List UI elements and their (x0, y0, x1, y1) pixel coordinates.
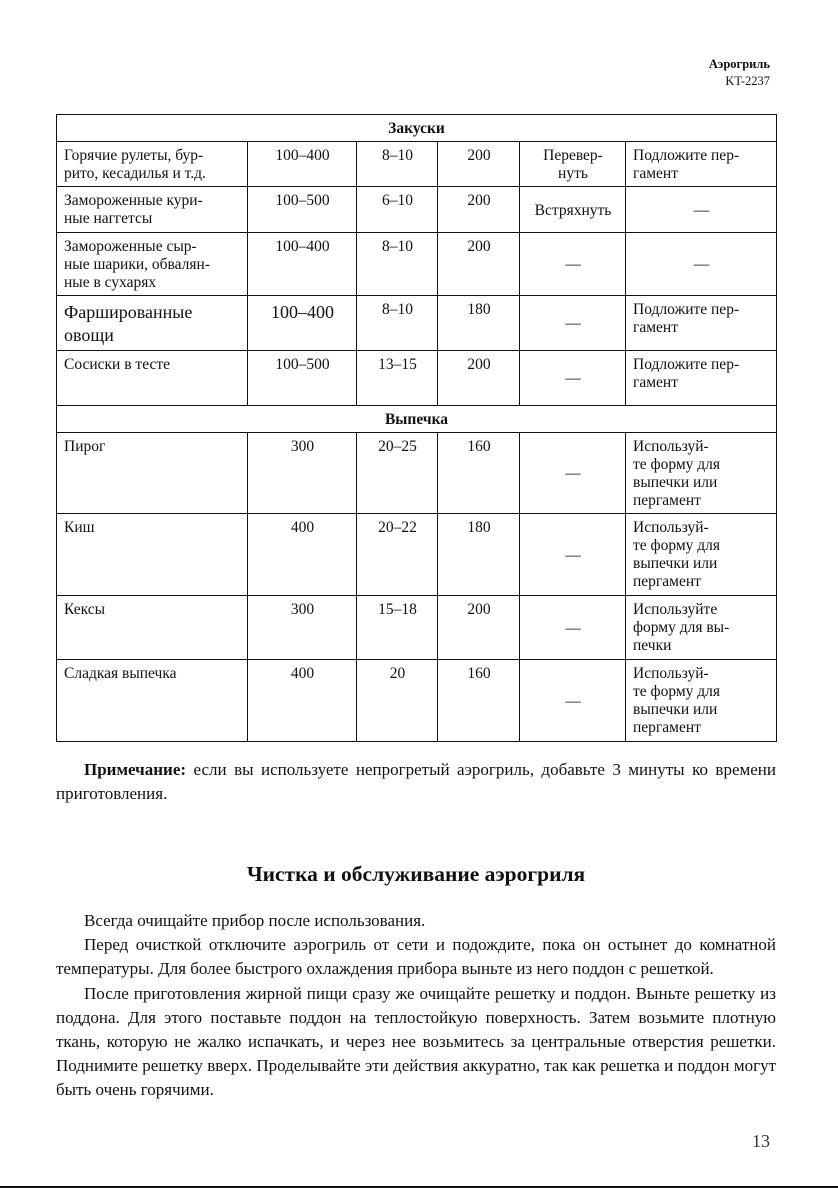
cell-action: — (520, 596, 626, 660)
paragraph: После приготовления жирной пищи сразу же очищайте решетку и поддон. Выньте решетку из поддона. Для этого поставьте поддон на теплостойкую поверхность. Затем возьмите плотную ткань, которую не жалко испачкать, и через нее возьмитесь за центральные отверстия решетки. Поднимите решетку вверх. Проделывайте эти действия аккуратно, так как решетка и поддон могут быть очень горячими. (56, 983, 776, 1100)
cell-name: Фаршированные овощи (57, 296, 248, 351)
table-row (57, 142, 777, 187)
cell-temp: 160 (438, 433, 520, 514)
cell-weight: 400 (248, 514, 357, 596)
section-header: Закуски (57, 115, 777, 142)
table-row (57, 660, 777, 742)
cell-weight: 100–400 (248, 296, 357, 351)
table-row (57, 233, 777, 296)
cell-temp: 200 (438, 596, 520, 660)
cell-note: Используй- те форму для выпечки или пергамент (626, 433, 777, 514)
section-header-row (57, 115, 777, 142)
cell-name: Сладкая выпечка (57, 660, 248, 742)
cell-temp: 200 (438, 142, 520, 187)
note-label: Примечание: (84, 760, 187, 779)
cell-weight: 100–400 (248, 142, 357, 187)
cell-action: — (520, 233, 626, 296)
cell-action: — (520, 433, 626, 514)
cell-action: — (520, 296, 626, 351)
model-number: KT-2237 (725, 74, 770, 88)
table-row (57, 514, 777, 596)
cell-weight: 300 (248, 596, 357, 660)
cell-name: Замороженные сыр- ные шарики, обвалян- ные в сухарях (57, 233, 248, 296)
brand-name: Аэрогриль (708, 57, 770, 71)
table-row (57, 296, 777, 351)
cell-action: — (520, 351, 626, 406)
cell-note: Используй- те форму для выпечки или пергамент (626, 660, 777, 742)
cell-note: Подложите пер- гамент (626, 351, 777, 406)
cell-action: — (520, 514, 626, 596)
cell-note: Подложите пер- гамент (626, 296, 777, 351)
cell-action: Перевер- нуть (520, 142, 626, 187)
cell-name: Пирог (57, 433, 248, 514)
table-row (57, 351, 777, 406)
cell-note: — (626, 233, 777, 296)
cell-temp: 180 (438, 296, 520, 351)
cell-weight: 100–500 (248, 351, 357, 406)
cell-temp: 200 (438, 187, 520, 233)
cell-note: Используй- те форму для выпечки или пергамент (626, 514, 777, 596)
section-header: Выпечка (57, 406, 777, 433)
cell-weight: 100–400 (248, 233, 357, 296)
cell-time: 8–10 (357, 296, 438, 351)
section-title: Чистка и обслуживание аэрогриля (246, 862, 586, 886)
cooking-table (56, 114, 777, 742)
cell-time: 6–10 (357, 187, 438, 233)
cell-name: Замороженные кури- ные наггетсы (57, 187, 248, 233)
cell-note: Подложите пер- гамент (626, 142, 777, 187)
cell-name: Кексы (57, 596, 248, 660)
cleaning-text (56, 909, 776, 1103)
cell-time: 13–15 (357, 351, 438, 406)
cell-name: Киш (57, 514, 248, 596)
cell-time: 8–10 (357, 233, 438, 296)
cell-temp: 160 (438, 660, 520, 742)
paragraph: Перед очисткой отключите аэрогриль от сети и подождите, пока он остынет до комнатной температуры. Для более быстрого охлаждения прибора выньте из него поддон с решеткой. (56, 935, 776, 979)
cell-temp: 200 (438, 233, 520, 296)
cell-weight: 100–500 (248, 187, 357, 233)
cell-name: Сосиски в тесте (57, 351, 248, 406)
cell-action: Встряхнуть (520, 187, 626, 233)
cell-time: 15–18 (357, 596, 438, 660)
table-row (57, 187, 777, 233)
note-text: если вы используете непрогретый аэрогриль, добавьте 3 минуты ко времени приготовления. (56, 760, 776, 803)
cell-note: — (626, 187, 777, 233)
cell-note: Используйте форму для вы- печки (626, 596, 777, 660)
cell-weight: 300 (248, 433, 357, 514)
cell-temp: 200 (438, 351, 520, 406)
cell-temp: 180 (438, 514, 520, 596)
page-number: 13 (752, 1131, 770, 1151)
cell-weight: 400 (248, 660, 357, 742)
cell-name: Горячие рулеты, бур- рито, кесадилья и т.д. (57, 142, 248, 187)
cell-time: 20–25 (357, 433, 438, 514)
cell-action: — (520, 660, 626, 742)
paragraph: Всегда очищайте прибор после использования. (84, 911, 426, 930)
section-header-row (57, 406, 777, 433)
cell-time: 20 (357, 660, 438, 742)
note-paragraph (56, 758, 776, 806)
page-header (709, 56, 770, 90)
table-row (57, 433, 777, 514)
cell-time: 8–10 (357, 142, 438, 187)
cell-time: 20–22 (357, 514, 438, 596)
table-row (57, 596, 777, 660)
